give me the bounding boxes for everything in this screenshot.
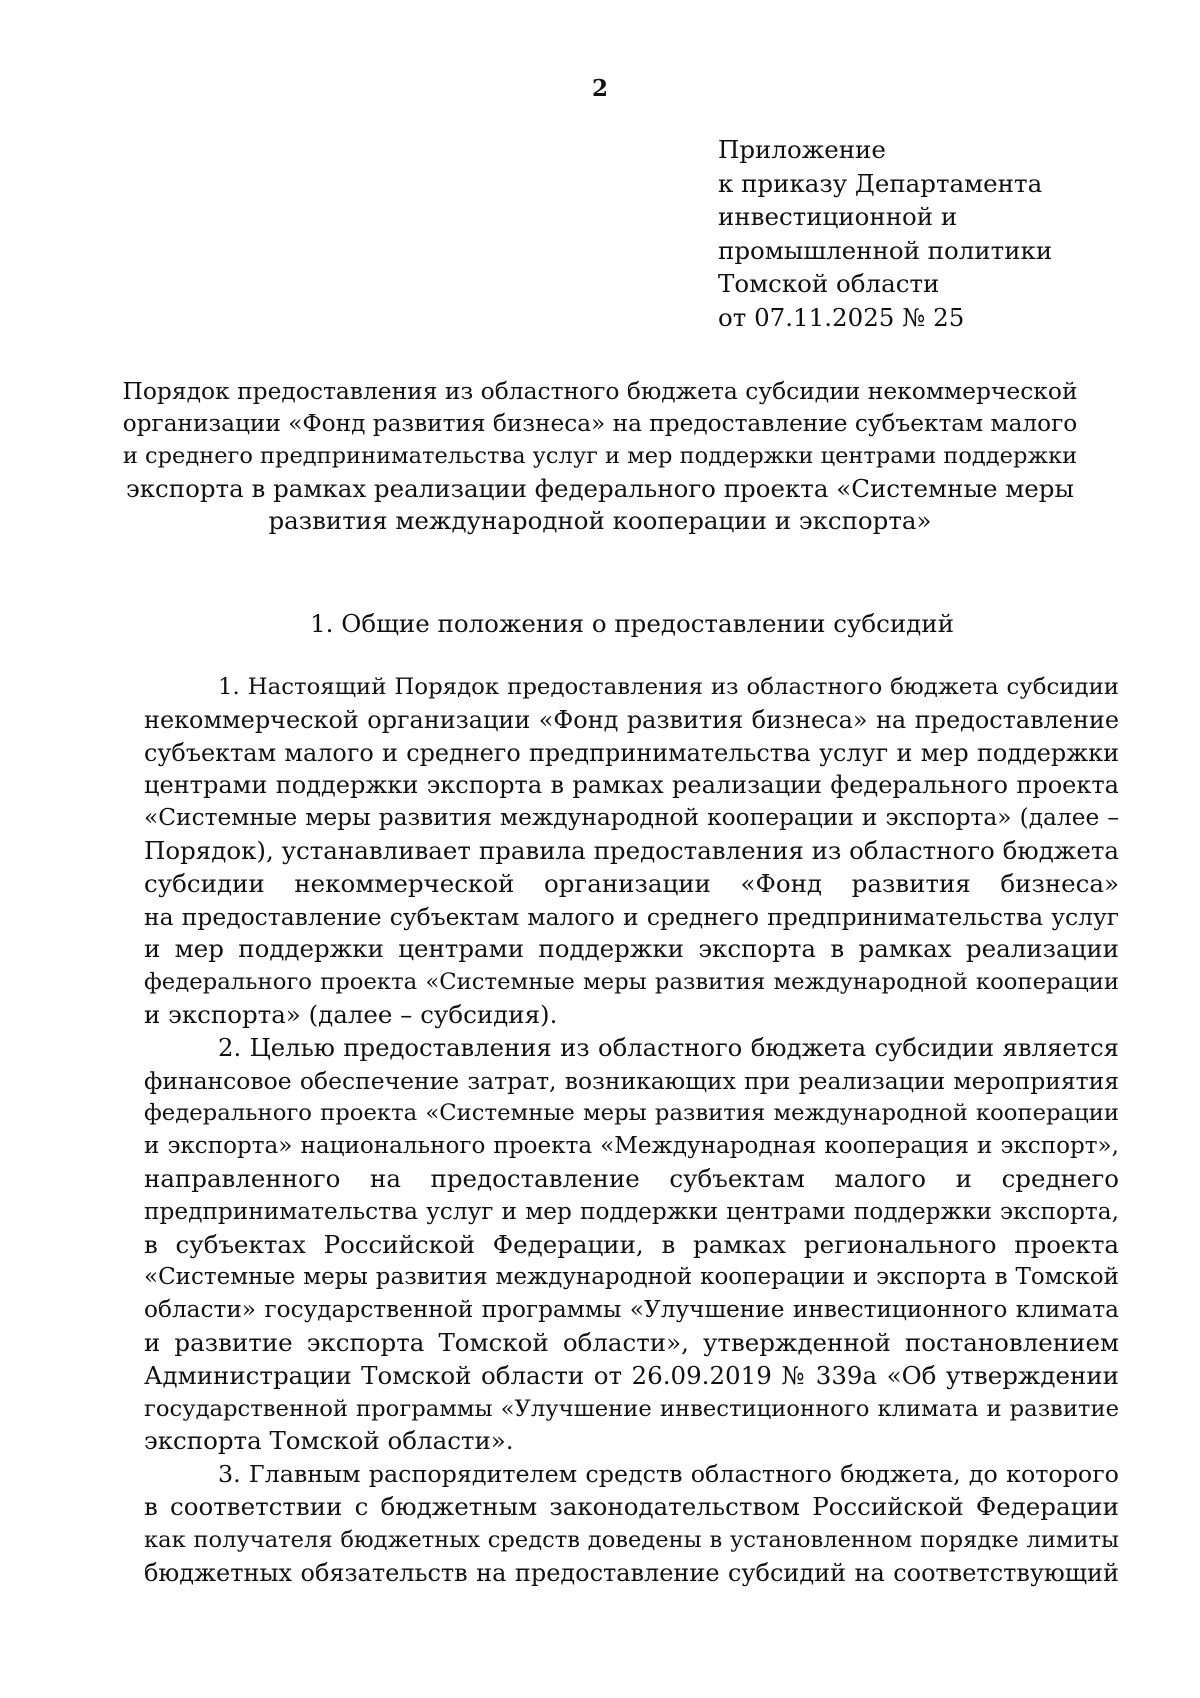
appendix-line: Приложение xyxy=(718,135,886,164)
title-line: Порядок предоставления из областного бюджета субсидии некоммерческой xyxy=(122,377,1078,405)
paragraph-line: как получателя бюджетных средств доведены в установленном порядке лимиты xyxy=(144,1526,1119,1553)
appendix-line: Томской области xyxy=(718,269,940,299)
appendix-line: от 07.11.2025 № 25 xyxy=(718,302,965,332)
title-line: и среднего предпринимательства услуг и мер поддержки центрами поддержки xyxy=(122,443,1078,470)
title-line: организации «Фонд развития бизнеса» на предоставление субъектам малого xyxy=(122,409,1078,437)
paragraph-line: государственной программы «Улучшение инвестиционного климата и развитие xyxy=(144,1395,1119,1422)
paragraph-line: экспорта Томской области». xyxy=(144,1426,514,1456)
paragraph-1 xyxy=(144,671,1119,1032)
paragraph-line: области» государственной программы «Улучшение инвестиционного климата xyxy=(144,1296,1119,1324)
appendix-line: промышленной политики xyxy=(718,235,1053,265)
title-line: экспорта в рамках реализации федерального проекта «Системные меры xyxy=(126,473,1074,503)
document-title xyxy=(120,375,1080,538)
paragraph-line: «Системные меры развития международной кооперации и экспорта в Томской xyxy=(144,1264,1119,1291)
paragraph-line: федерального проекта «Системные меры развития международной кооперации xyxy=(144,969,1119,996)
paragraph-3 xyxy=(144,1458,1119,1589)
paragraph-line: на предоставление субъектам малого и среднего предпринимательства услуг xyxy=(144,902,1119,931)
paragraph-line: и мер поддержки центрами поддержки экспорта в рамках реализации xyxy=(144,934,1119,964)
paragraph-line: направленного на предоставление субъектам малого и среднего xyxy=(144,1163,1119,1193)
paragraph-line: бюджетных обязательств на предоставление субсидий на соответствующий xyxy=(144,1558,1119,1587)
paragraph-line: и экспорта» национального проекта «Международная кооперация и экспорт», xyxy=(144,1133,1119,1160)
paragraph-line: финансовое обеспечение затрат, возникающих при реализации мероприятия xyxy=(144,1066,1119,1095)
paragraph-line: предпринимательства услуг и мер поддержки центрами поддержки экспорта, xyxy=(144,1197,1119,1225)
appendix-block xyxy=(718,133,1158,335)
paragraph-line: Порядок), устанавливает правила предоставления из областного бюджета xyxy=(144,835,1119,865)
paragraph-line: 3. Главным распорядителем средств областного бюджета, до которого xyxy=(218,1460,1119,1489)
paragraph-line: «Системные меры развития международной кооперации и экспорта» (далее – xyxy=(144,804,1119,832)
title-line: развития международной кооперации и экспорта» xyxy=(268,506,932,536)
appendix-line: инвестиционной и xyxy=(718,202,958,232)
paragraph-line: субъектам малого и среднего предпринимательства услуг и мер поддержки xyxy=(144,738,1119,767)
paragraph-line: субсидии некоммерческой организации «Фонд развития бизнеса» xyxy=(144,868,1119,898)
paragraph-line: 1. Настоящий Порядок предоставления из областного бюджета субсидии xyxy=(218,674,1119,700)
paragraph-line: Администрации Томской области от 26.09.2019 № 339а «Об утверждении xyxy=(144,1360,1119,1390)
appendix-line: к приказу Департамента xyxy=(718,168,1043,198)
section-heading: 1. Общие положения о предоставлении субсидий xyxy=(310,609,954,638)
paragraph-line: федерального проекта «Системные меры развития международной кооперации xyxy=(144,1100,1119,1127)
page-number: 2 xyxy=(591,75,608,102)
paragraph-2 xyxy=(144,1032,1119,1458)
document-body xyxy=(144,671,1119,1589)
paragraph-line: центрами поддержки экспорта в рамках реализации федерального проекта xyxy=(144,771,1119,800)
paragraph-line: некоммерческой организации «Фонд развития бизнеса» на предоставление xyxy=(144,705,1119,734)
paragraph-line: в соответствии с бюджетным законодательством Российской Федерации xyxy=(144,1491,1119,1521)
paragraph-line: и развитие экспорта Томской области», утвержденной постановлением xyxy=(144,1327,1119,1357)
paragraph-line: и экспорта» (далее – субсидия). xyxy=(144,999,558,1029)
paragraph-line: в субъектах Российской Федерации, в рамках регионального проекта xyxy=(144,1229,1119,1259)
paragraph-line: 2. Целью предоставления из областного бюджета субсидии является xyxy=(218,1032,1119,1062)
